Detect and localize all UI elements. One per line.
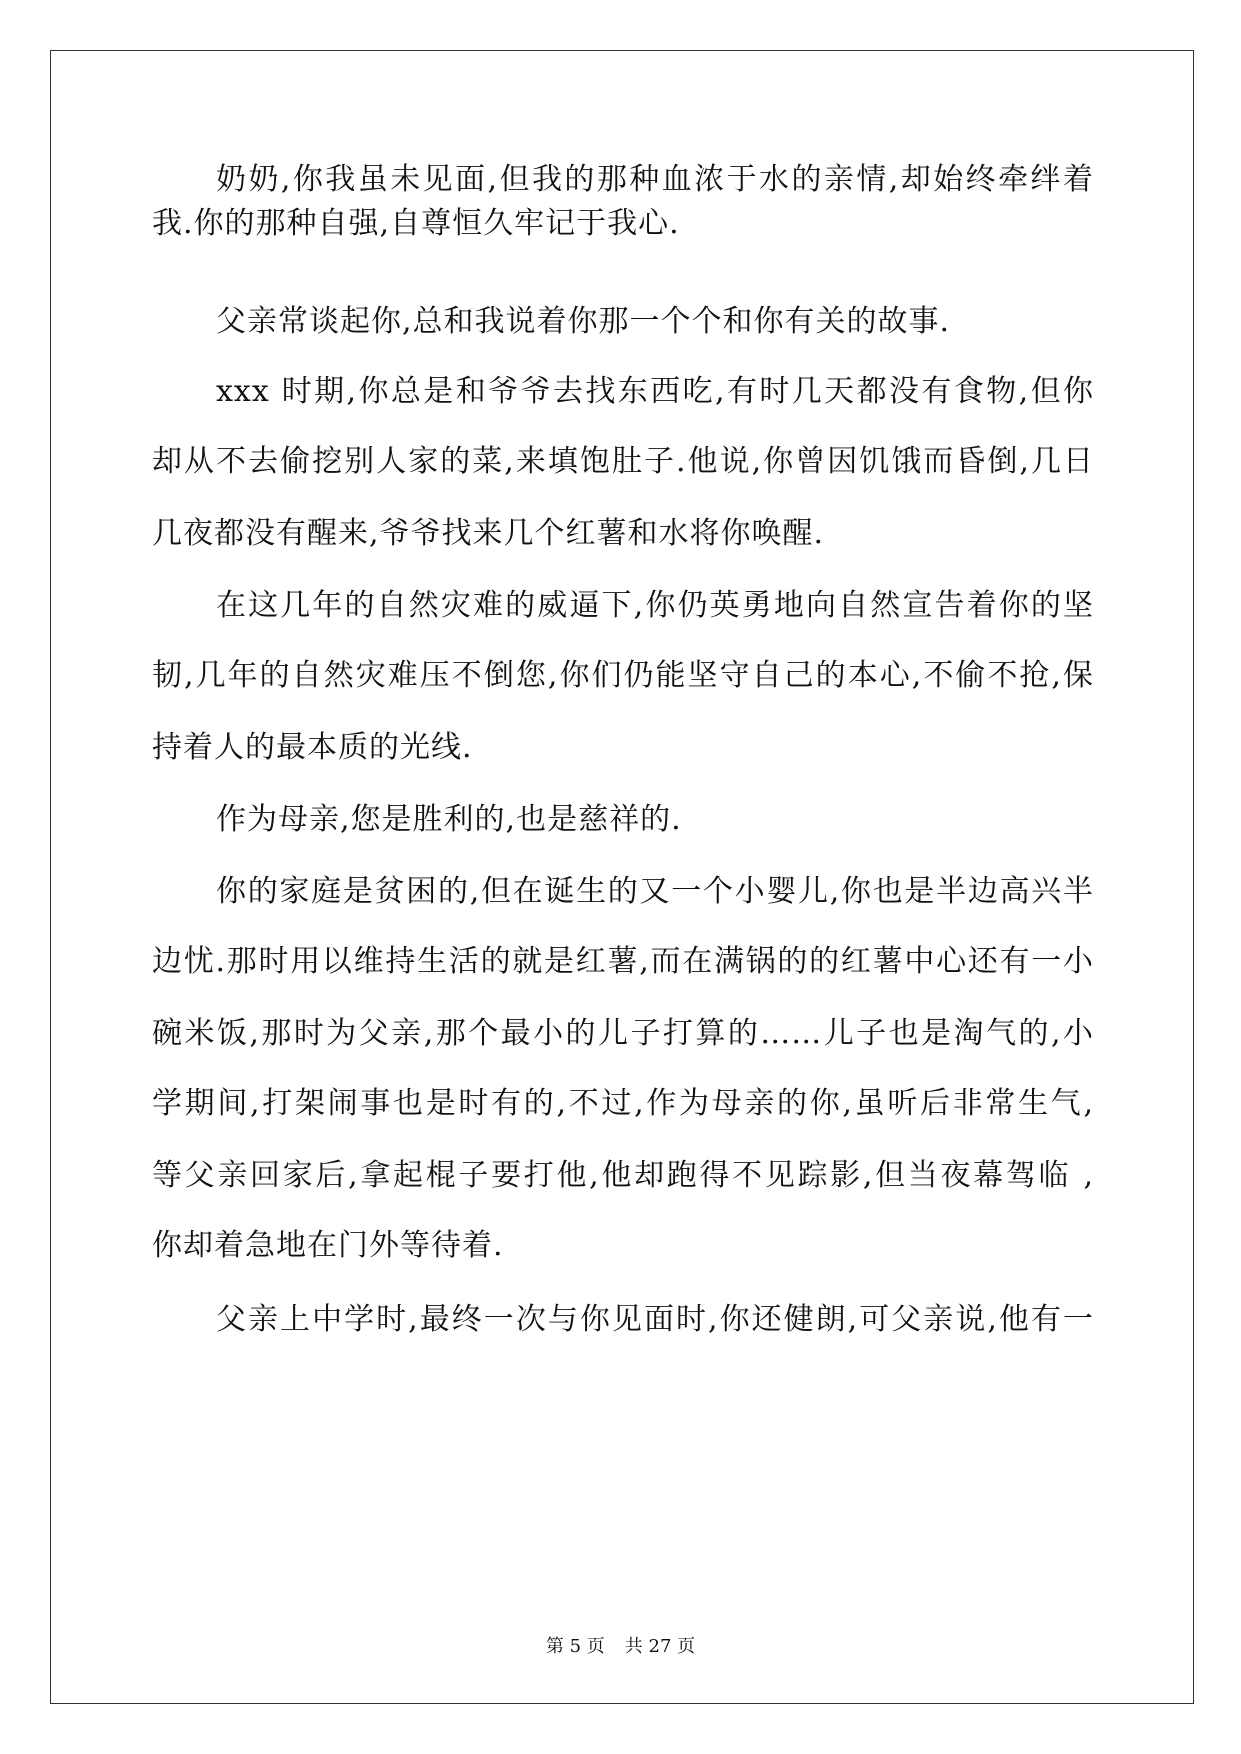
text-line: xxx 时期,你总是和爷爷去找东西吃,有时几天都没有食物,但你 (216, 374, 1094, 409)
text-line: 学期间,打架闹事也是时有的,不过,作为母亲的你,虽听后非常生气, (152, 1086, 1094, 1121)
page-footer (0, 1632, 1241, 1658)
page-number: 第 5 页 (545, 1636, 605, 1657)
text-line: 在这几年的自然灾难的威逼下,你仍英勇地向自然宣告着你的坚 (216, 588, 1094, 623)
text-line: 边忧.那时用以维持生活的就是红薯,而在满锅的的红薯中心还有一小 (152, 944, 1094, 979)
text-line: 几夜都没有醒来,爷爷找来几个红薯和水将你唤醒. (152, 516, 825, 551)
text-line: 你却着急地在门外等待着. (152, 1228, 504, 1263)
text-line: 你的家庭是贫困的,但在诞生的又一个小婴儿,你也是半边高兴半 (216, 874, 1094, 909)
text-line: 奶奶,你我虽未见面,但我的那种血浓于水的亲情,却始终牵绊着 (216, 162, 1094, 197)
text-line: 等父亲回家后,拿起棍子要打他,他却跑得不见踪影,但当夜幕驾临 , (152, 1158, 1094, 1193)
text-line: 父亲常谈起你,总和我说着你那一个个和你有关的故事. (216, 304, 951, 339)
text-line: 碗米饭,那时为父亲,那个最小的儿子打算的……儿子也是淘气的,小 (152, 1016, 1094, 1051)
text-line: 韧,几年的自然灾难压不倒您,你们仍能坚守自己的本心,不偷不抢,保 (152, 658, 1094, 693)
text-line: 父亲上中学时,最终一次与你见面时,你还健朗,可父亲说,他有一 (216, 1302, 1094, 1337)
text-line: 我.你的那种自强,自尊恒久牢记于我心. (152, 206, 680, 241)
page-total: 共 27 页 (624, 1636, 696, 1657)
text-line: 持着人的最本质的光线. (152, 730, 473, 765)
text-line: 却从不去偷挖别人家的菜,来填饱肚子.他说,你曾因饥饿而昏倒,几日 (152, 444, 1094, 479)
text-line: 作为母亲,您是胜利的,也是慈祥的. (216, 802, 682, 837)
